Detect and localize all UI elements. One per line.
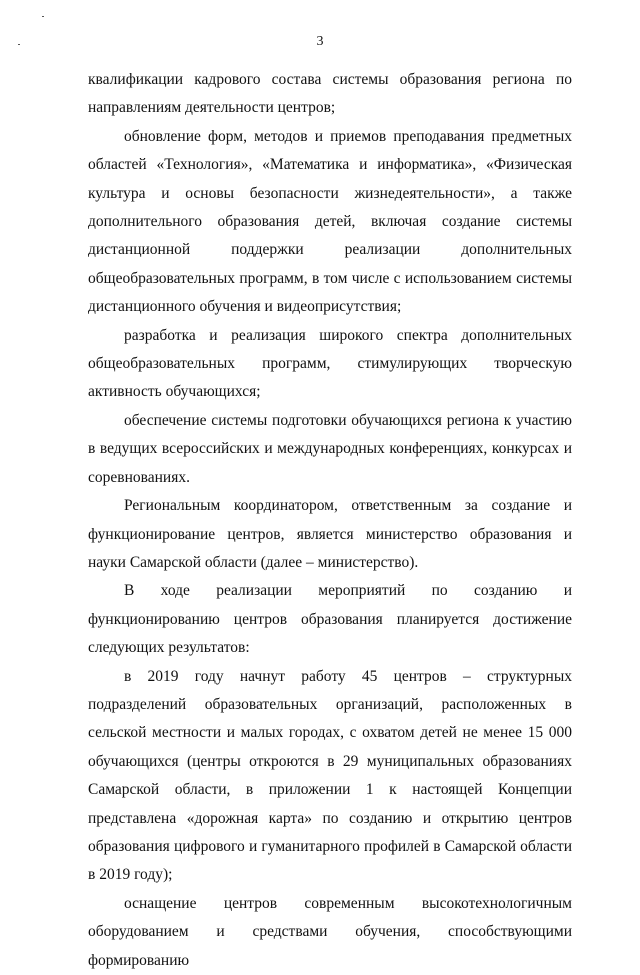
paragraph: Региональным координатором, ответственным за создание и функционирование центров, является министерство образования и науки Самарской области (далее – министерство). [88, 497, 572, 571]
paragraph: квалификации кадрового состава системы образования региона по направлениям деятельности центров; [88, 71, 572, 117]
paragraph: обеспечение системы подготовки обучающихся региона к участию в ведущих всероссийских и международных конференциях, конкурсах и соревнованиях. [88, 411, 572, 486]
paragraph: разработка и реализация широкого спектра дополнительных общеобразовательных программ, стимулирующих творческую активность обучающихся; [88, 326, 572, 401]
paragraph: в 2019 году начнут работу 45 центров – структурных подразделений образовательных организаций, расположенных в сельской местности и малых городах, с охватом детей не менее 15 000 обучающихся (центры откроются в 29 муниципальных образованиях Самарской области, в приложении 1 к настоящей Концепции представлена «дорожная карта» по созданию и открытию центров образования цифрового и гуманитарного профилей в Самарской области в 2019 году); [88, 667, 572, 884]
paragraph: обновление форм, методов и приемов преподавания предметных областей «Технология», «Математика и информатика», «Физическая культура и основы безопасности жизнедеятельности», а также дополнительного образования детей, включая создание системы дистанционной поддержки реализации дополнительных общеобразовательных программ, в том числе с использованием системы дистанционного обучения и видеоприсутствия; [88, 127, 572, 316]
scan-mark [42, 16, 44, 17]
paragraph: В ходе реализации мероприятий по созданию и функционированию центров образования планируется достижение следующих результатов: [88, 582, 572, 657]
paragraph: оснащение центров современным высокотехнологичным оборудованием и средствами обучения, способствующими формированию [88, 894, 572, 969]
page-number: 3 [316, 34, 324, 49]
document-body [88, 66, 572, 975]
